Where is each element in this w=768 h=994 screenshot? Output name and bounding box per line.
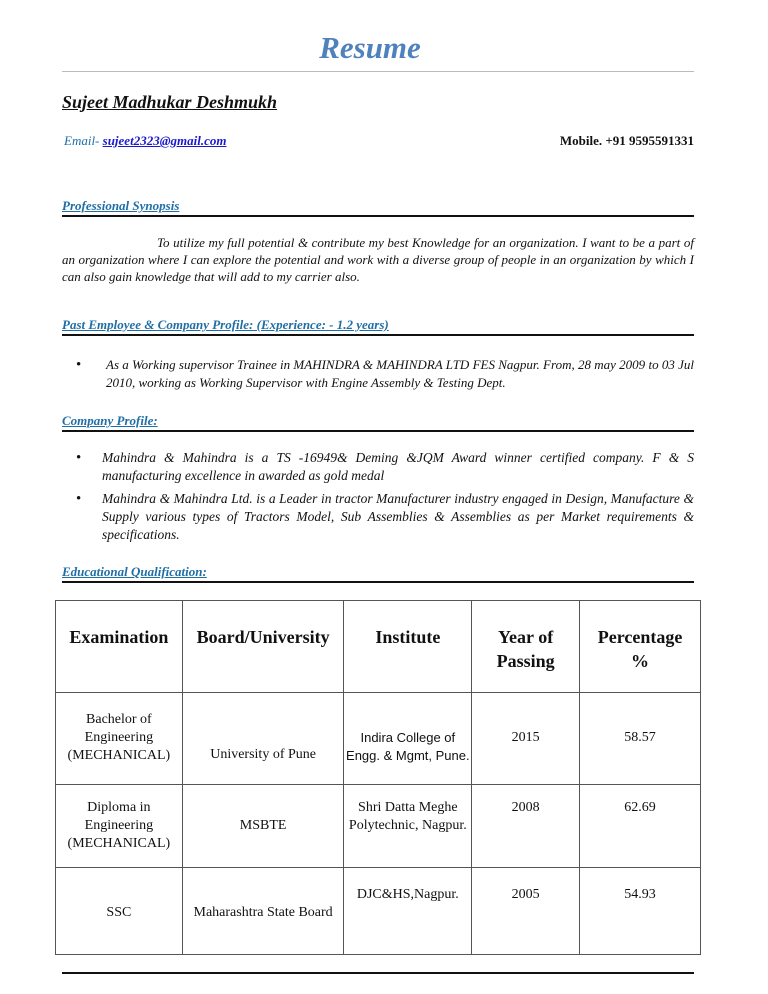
education-heading-text: Educational Qualification: xyxy=(62,564,207,579)
list-item: • As a Working supervisor Trainee in MAHINDRA & MAHINDRA LTD FES Nagpur. From, 28 may 2009 to 03 Jul 2010, working as Working Supervisor with Engine Assembly & Testing Dept. xyxy=(62,356,694,392)
experience-list xyxy=(62,356,694,397)
cell: DJC&HS,Nagpur. xyxy=(344,868,472,955)
list-item: • Mahindra & Mahindra Ltd. is a Leader in tractor Manufacturer industry engaged in Design, Manufacture & Supply various types of Tractors Model, Sub Assemblies & Assemblies as per Market requirements & specifications. xyxy=(62,490,694,544)
column-header: Examination xyxy=(56,601,183,693)
table-header-row xyxy=(56,601,701,693)
company-list xyxy=(62,449,694,549)
table-row xyxy=(56,868,701,955)
column-header: Percentage % xyxy=(580,601,701,693)
synopsis-heading xyxy=(62,198,694,217)
cell: MSBTE xyxy=(182,785,344,868)
list-item: • Mahindra & Mahindra is a TS -16949& Deming &JQM Award winner certified company. F & S manufacturing excellence in awarded as gold medal xyxy=(62,449,694,485)
email-line xyxy=(64,133,226,149)
synopsis-text: To utilize my full potential & contribute my best Knowledge for an organization. I want to be a part of an organization where I can explore the potential and work with a diverse group of people in an organization by which I can also gain knowledge that will add to my carrier also. xyxy=(62,235,694,284)
cell: University of Pune xyxy=(182,693,344,785)
cell: Shri Datta Meghe Polytechnic, Nagpur. xyxy=(344,785,472,868)
cell: 2015 xyxy=(472,693,580,785)
education-heading xyxy=(62,564,694,583)
column-header: Institute xyxy=(344,601,472,693)
column-header: Year of Passing xyxy=(472,601,580,693)
company-heading xyxy=(62,413,694,432)
experience-heading-text: Past Employee & Company Profile: (Experience: - 1.2 years) xyxy=(62,317,389,332)
table-row xyxy=(56,693,701,785)
company-heading-text: Company Profile: xyxy=(62,413,158,428)
bottom-divider xyxy=(62,972,694,974)
email-link[interactable]: sujeet2323@gmail.com xyxy=(102,133,227,148)
cell: SSC xyxy=(56,868,183,955)
cell: Diploma in Engineering (MECHANICAL) xyxy=(56,785,183,868)
email-label: Email- xyxy=(64,133,103,148)
cell: 62.69 xyxy=(580,785,701,868)
education-table xyxy=(55,600,701,955)
cell: 54.93 xyxy=(580,868,701,955)
table-row xyxy=(56,785,701,868)
cell: 2008 xyxy=(472,785,580,868)
column-header: Board/University xyxy=(182,601,344,693)
experience-heading xyxy=(62,317,694,336)
cell: 2005 xyxy=(472,868,580,955)
candidate-name: Sujeet Madhukar Deshmukh xyxy=(62,92,278,112)
cell: Bachelor of Engineering (MECHANICAL) xyxy=(56,693,183,785)
synopsis-heading-text: Professional Synopsis xyxy=(62,198,180,213)
title-divider xyxy=(62,71,694,72)
document-title: Resume xyxy=(319,30,421,65)
mobile-number: Mobile. +91 9595591331 xyxy=(559,133,694,148)
cell: 58.57 xyxy=(580,693,701,785)
cell: Maharashtra State Board xyxy=(182,868,344,955)
cell: Indira College of Engg. & Mgmt, Pune. xyxy=(344,693,472,785)
